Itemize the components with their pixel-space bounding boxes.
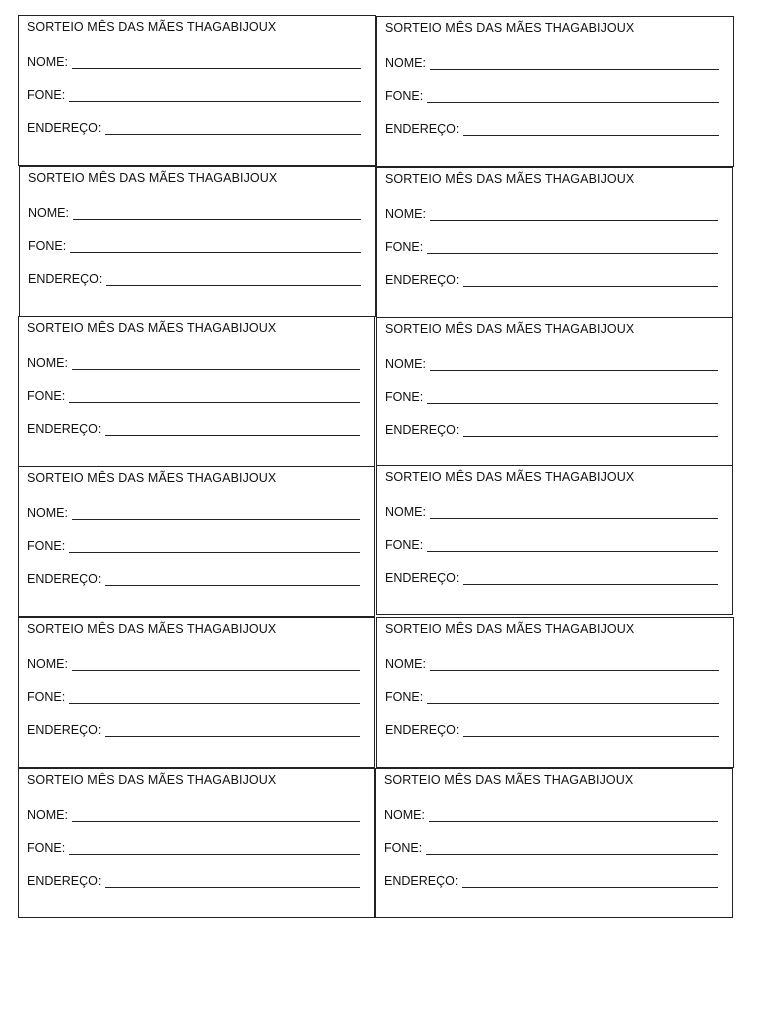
endereco-label: ENDEREÇO: xyxy=(385,423,460,437)
fone-label: FONE: xyxy=(384,841,423,855)
nome-label: NOME: xyxy=(385,657,426,671)
coupon-title: SORTEIO MÊS DAS MÃES THAGABIJOUX xyxy=(27,622,277,636)
fone-label: FONE: xyxy=(385,538,424,552)
fone-field xyxy=(27,387,360,403)
coupon xyxy=(18,617,375,768)
endereco-label: ENDEREÇO: xyxy=(27,422,102,436)
coupon xyxy=(18,768,375,918)
coupon xyxy=(376,16,734,167)
endereco-blank-line xyxy=(462,875,718,888)
endereco-field xyxy=(385,569,718,585)
nome-label: NOME: xyxy=(385,207,426,221)
endereco-label: ENDEREÇO: xyxy=(385,273,460,287)
endereco-blank-line xyxy=(105,573,360,586)
endereco-field xyxy=(385,421,718,437)
nome-field xyxy=(27,504,360,520)
endereco-label: ENDEREÇO: xyxy=(27,723,102,737)
endereco-field xyxy=(28,270,361,286)
nome-blank-line xyxy=(430,208,718,221)
fone-label: FONE: xyxy=(28,239,67,253)
coupon-title: SORTEIO MÊS DAS MÃES THAGABIJOUX xyxy=(27,471,277,485)
fone-label: FONE: xyxy=(27,841,66,855)
nome-field xyxy=(385,655,719,671)
fone-blank-line xyxy=(426,842,718,855)
endereco-label: ENDEREÇO: xyxy=(27,874,102,888)
nome-label: NOME: xyxy=(27,808,68,822)
fone-blank-line xyxy=(427,391,718,404)
endereco-field xyxy=(385,120,719,136)
endereco-field xyxy=(27,872,360,888)
endereco-field xyxy=(384,872,718,888)
nome-blank-line xyxy=(430,358,718,371)
fone-label: FONE: xyxy=(385,240,424,254)
coupon-title: SORTEIO MÊS DAS MÃES THAGABIJOUX xyxy=(385,622,635,636)
endereco-blank-line xyxy=(105,875,360,888)
fone-label: FONE: xyxy=(385,89,424,103)
nome-label: NOME: xyxy=(385,357,426,371)
fone-blank-line xyxy=(69,540,360,553)
fone-field xyxy=(27,537,360,553)
fone-field xyxy=(384,839,718,855)
fone-blank-line xyxy=(427,241,718,254)
fone-field xyxy=(385,388,718,404)
nome-field xyxy=(385,205,718,221)
fone-blank-line xyxy=(69,691,360,704)
nome-field xyxy=(385,54,719,70)
nome-blank-line xyxy=(430,506,718,519)
endereco-blank-line xyxy=(463,123,719,136)
endereco-blank-line xyxy=(463,424,718,437)
nome-blank-line xyxy=(72,357,360,370)
coupon-title: SORTEIO MÊS DAS MÃES THAGABIJOUX xyxy=(385,470,635,484)
fone-blank-line xyxy=(70,240,361,253)
nome-blank-line xyxy=(72,56,361,69)
fone-blank-line xyxy=(427,90,719,103)
coupon xyxy=(18,15,376,166)
nome-label: NOME: xyxy=(28,206,69,220)
nome-field xyxy=(385,503,718,519)
fone-blank-line xyxy=(427,539,718,552)
nome-label: NOME: xyxy=(27,506,68,520)
coupon xyxy=(376,317,733,466)
fone-blank-line xyxy=(69,390,360,403)
fone-label: FONE: xyxy=(385,690,424,704)
fone-blank-line xyxy=(427,691,719,704)
endereco-blank-line xyxy=(463,274,718,287)
nome-field xyxy=(27,354,360,370)
nome-blank-line xyxy=(430,57,719,70)
coupon-title: SORTEIO MÊS DAS MÃES THAGABIJOUX xyxy=(27,773,277,787)
coupon xyxy=(18,466,375,617)
endereco-blank-line xyxy=(463,572,718,585)
fone-blank-line xyxy=(69,842,360,855)
nome-field xyxy=(28,204,361,220)
nome-field xyxy=(27,53,361,69)
endereco-field xyxy=(27,570,360,586)
coupon-title: SORTEIO MÊS DAS MÃES THAGABIJOUX xyxy=(28,171,278,185)
nome-blank-line xyxy=(430,658,719,671)
fone-label: FONE: xyxy=(27,539,66,553)
fone-field xyxy=(385,536,718,552)
nome-label: NOME: xyxy=(384,808,425,822)
nome-label: NOME: xyxy=(27,356,68,370)
coupon xyxy=(376,617,734,768)
coupon-title: SORTEIO MÊS DAS MÃES THAGABIJOUX xyxy=(385,172,635,186)
fone-field xyxy=(385,238,718,254)
fone-field xyxy=(27,839,360,855)
endereco-blank-line xyxy=(106,273,361,286)
coupon-title: SORTEIO MÊS DAS MÃES THAGABIJOUX xyxy=(27,321,277,335)
fone-label: FONE: xyxy=(27,389,66,403)
endereco-field xyxy=(27,420,360,436)
coupon xyxy=(376,167,733,318)
endereco-label: ENDEREÇO: xyxy=(27,121,102,135)
nome-blank-line xyxy=(72,507,360,520)
nome-blank-line xyxy=(72,658,360,671)
fone-blank-line xyxy=(69,89,361,102)
nome-label: NOME: xyxy=(27,55,68,69)
endereco-field xyxy=(27,721,360,737)
coupon xyxy=(19,166,376,317)
nome-field xyxy=(385,355,718,371)
fone-field xyxy=(27,86,361,102)
fone-label: FONE: xyxy=(385,390,424,404)
nome-blank-line xyxy=(429,809,718,822)
endereco-label: ENDEREÇO: xyxy=(385,122,460,136)
fone-field xyxy=(385,688,719,704)
fone-label: FONE: xyxy=(27,88,66,102)
endereco-label: ENDEREÇO: xyxy=(384,874,459,888)
endereco-field xyxy=(385,721,719,737)
fone-field xyxy=(28,237,361,253)
coupon-title: SORTEIO MÊS DAS MÃES THAGABIJOUX xyxy=(385,21,635,35)
nome-blank-line xyxy=(72,809,360,822)
endereco-blank-line xyxy=(105,122,361,135)
endereco-label: ENDEREÇO: xyxy=(385,723,460,737)
coupon-title: SORTEIO MÊS DAS MÃES THAGABIJOUX xyxy=(385,322,635,336)
coupon xyxy=(18,316,375,467)
nome-field xyxy=(384,806,718,822)
nome-label: NOME: xyxy=(27,657,68,671)
endereco-field xyxy=(385,271,718,287)
coupon-title: SORTEIO MÊS DAS MÃES THAGABIJOUX xyxy=(384,773,634,787)
endereco-label: ENDEREÇO: xyxy=(27,572,102,586)
nome-field xyxy=(27,806,360,822)
endereco-label: ENDEREÇO: xyxy=(385,571,460,585)
nome-label: NOME: xyxy=(385,505,426,519)
fone-label: FONE: xyxy=(27,690,66,704)
coupon-title: SORTEIO MÊS DAS MÃES THAGABIJOUX xyxy=(27,20,277,34)
endereco-label: ENDEREÇO: xyxy=(28,272,103,286)
nome-label: NOME: xyxy=(385,56,426,70)
endereco-field xyxy=(27,119,361,135)
coupon xyxy=(376,465,733,615)
fone-field xyxy=(27,688,360,704)
coupon xyxy=(375,768,733,918)
endereco-blank-line xyxy=(105,423,360,436)
nome-blank-line xyxy=(73,207,361,220)
fone-field xyxy=(385,87,719,103)
endereco-blank-line xyxy=(105,724,360,737)
endereco-blank-line xyxy=(463,724,719,737)
nome-field xyxy=(27,655,360,671)
